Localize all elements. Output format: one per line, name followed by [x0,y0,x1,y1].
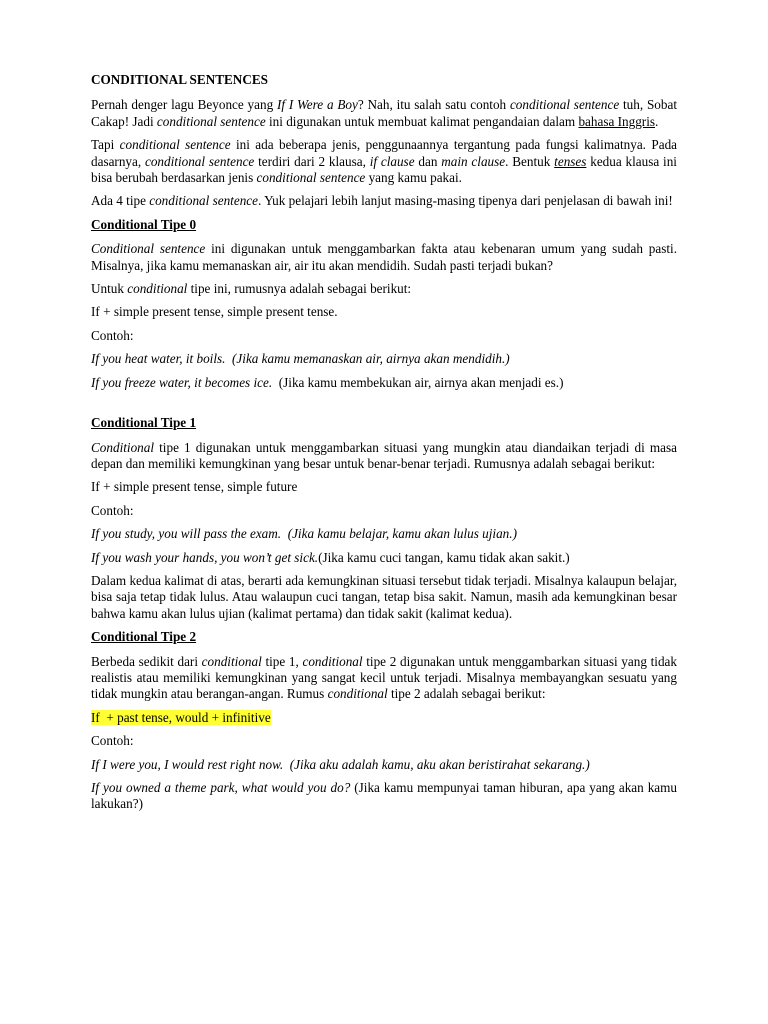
text-run: tuh, Sobat Cakap! Jadi [91,97,678,129]
text-run: ? Nah, itu salah satu contoh [357,97,510,113]
text-run: tipe 1, [261,653,303,669]
term-italic: Conditional sentence [91,241,206,257]
type0-example-1 [91,351,677,367]
text-run: . Bentuk [505,153,555,169]
type1-formula: If + simple present tense, simple future [91,479,298,495]
document-title: CONDITIONAL SENTENCES [91,72,268,87]
type2-description [91,654,677,703]
spacer [272,375,279,390]
term-italic: conditional [327,686,388,702]
intro-paragraph-2 [91,137,677,186]
text-run: ini ada beberapa jenis, penggunaannya tergantung pada fungsi kalimatnya. Pada dasarnya, [91,137,678,169]
intro-paragraph-3 [91,193,677,209]
type1-explanation: Dalam kedua kalimat di atas, berarti ada kemungkinan situasi tersebut tidak terjadi. Misalnya kalaupun belajar, bisa saja tetap tidak lulus. Atau walaupun cuci tangan, tetap bisa sakit. Namun, masih ada kemungkinan besar bahwa kamu akan lulus ujian (kalimat pertama) dan tidak sakit (kalimat kedua). [91,572,677,621]
text-run: dan [414,153,442,169]
example-translation: (Jika kamu memanaskan air, airnya akan mendidih.) [232,351,510,367]
heading-type-1: Conditional Tipe 1 [91,415,197,431]
example-english: If you owned a theme park, what would you do? [91,780,351,795]
text-run: Berbeda sedikit dari [91,653,202,669]
type0-formula: If + simple present tense, simple present tense. [91,304,338,320]
example-translation: (Jika kamu membekukan air, airnya akan menjadi es.) [278,374,564,390]
type1-description [91,440,677,473]
intro-paragraph-1 [91,97,677,130]
text-run: ini digunakan untuk membuat kalimat pengandaian dalam [265,113,579,129]
text-run: Tapi [91,137,120,153]
type2-formula-line [91,710,677,726]
term-italic: if clause [369,153,415,169]
example-translation: (Jika aku adalah kamu, aku akan beristirahat sekarang.) [289,756,590,772]
term-italic: conditional sentence [149,193,258,209]
term-italic: conditional sentence [256,170,366,186]
example-english: If you freeze water, it becomes ice. [91,374,273,390]
text-run: tipe 2 adalah sebagai berikut: [387,686,546,702]
text-run: Pernah denger lagu Beyonce yang [91,97,277,113]
example-translation: (Jika kamu cuci tangan, kamu tidak akan sakit.) [318,549,570,565]
text-run: . [655,113,659,129]
text-run: tipe 1 digunakan untuk menggambarkan situasi yang mungkin atau diandaikan terjadi di masa depan dan memiliki kemungkinan yang besar untuk benar-benar terjadi. Rumusnya adalah sebagai berikut: [91,439,677,471]
tenses-link[interactable]: tenses [554,153,587,169]
example-translation: (Jika kamu belajar, kamu akan lulus ujian.) [287,526,517,542]
type2-example-label: Contoh: [91,733,134,749]
text-run: terdiri dari 2 klausa, [254,153,370,169]
document-page [91,72,677,820]
text-run: tipe 2 digunakan untuk menggambarkan situasi yang tidak realistis atau memiliki kemungkinan yang sangat kecil untuk terjadi. Misalnya membayangkan sesuatu yang tidak mungkin atau berangan-angan. Rumus [91,653,677,702]
term-italic: conditional sentence [156,113,266,129]
spacer [283,757,290,772]
type0-rule-intro [91,281,677,297]
type1-example-1 [91,526,677,542]
term-italic: conditional [201,653,262,669]
example-translation: (Jika kamu mempunyai taman hiburan, apa yang akan kamu lakukan?) [91,780,677,812]
text-run: Untuk [91,281,128,297]
term-italic: conditional [127,281,188,297]
example-english: If you wash your hands, you won’t get sick. [91,549,319,565]
text-run: tipe ini, rumusnya adalah sebagai berikut: [187,281,412,297]
type0-example-label: Contoh: [91,327,134,343]
term-italic: conditional sentence [509,97,620,113]
example-english: If I were you, I would rest right now. [91,756,284,772]
term-italic: main clause [441,153,506,169]
example-english: If you study, you will pass the exam. [91,526,282,542]
term-italic: conditional [302,653,363,669]
song-title: If I Were a Boy [276,97,358,113]
text-run: yang kamu pakai. [365,170,462,186]
term-italic: conditional sentence [144,153,255,169]
text-run: Ada 4 tipe [91,193,150,209]
term-italic: conditional sentence [119,137,231,153]
term-italic: Conditional [91,439,155,455]
spacer [281,526,288,541]
type2-example-2 [91,780,677,813]
heading-type-2: Conditional Tipe 2 [91,629,197,645]
type1-example-2 [91,550,677,566]
type0-example-2 [91,375,677,391]
type2-example-1 [91,757,677,773]
text-run: . Yuk pelajari lebih lanjut masing-masing tipenya dari penjelasan di bawah ini! [258,193,673,209]
type2-formula-highlight: If + past tense, would + infinitive [91,709,271,725]
heading-type-0: Conditional Tipe 0 [91,216,197,232]
bahasa-inggris-link[interactable]: bahasa Inggris [578,113,655,129]
type0-description [91,241,677,274]
text-run: kedua klausa ini bisa berubah berdasarkan jenis [91,153,677,186]
text-run: ini digunakan untuk menggambarkan fakta atau kebenaran umum yang sudah pasti. Misalnya, jika kamu memanaskan air, air itu akan mendidih. Sudah pasti terjadi bukan? [91,241,677,273]
example-english: If you heat water, it boils. [91,351,226,367]
type1-example-label: Contoh: [91,502,134,518]
